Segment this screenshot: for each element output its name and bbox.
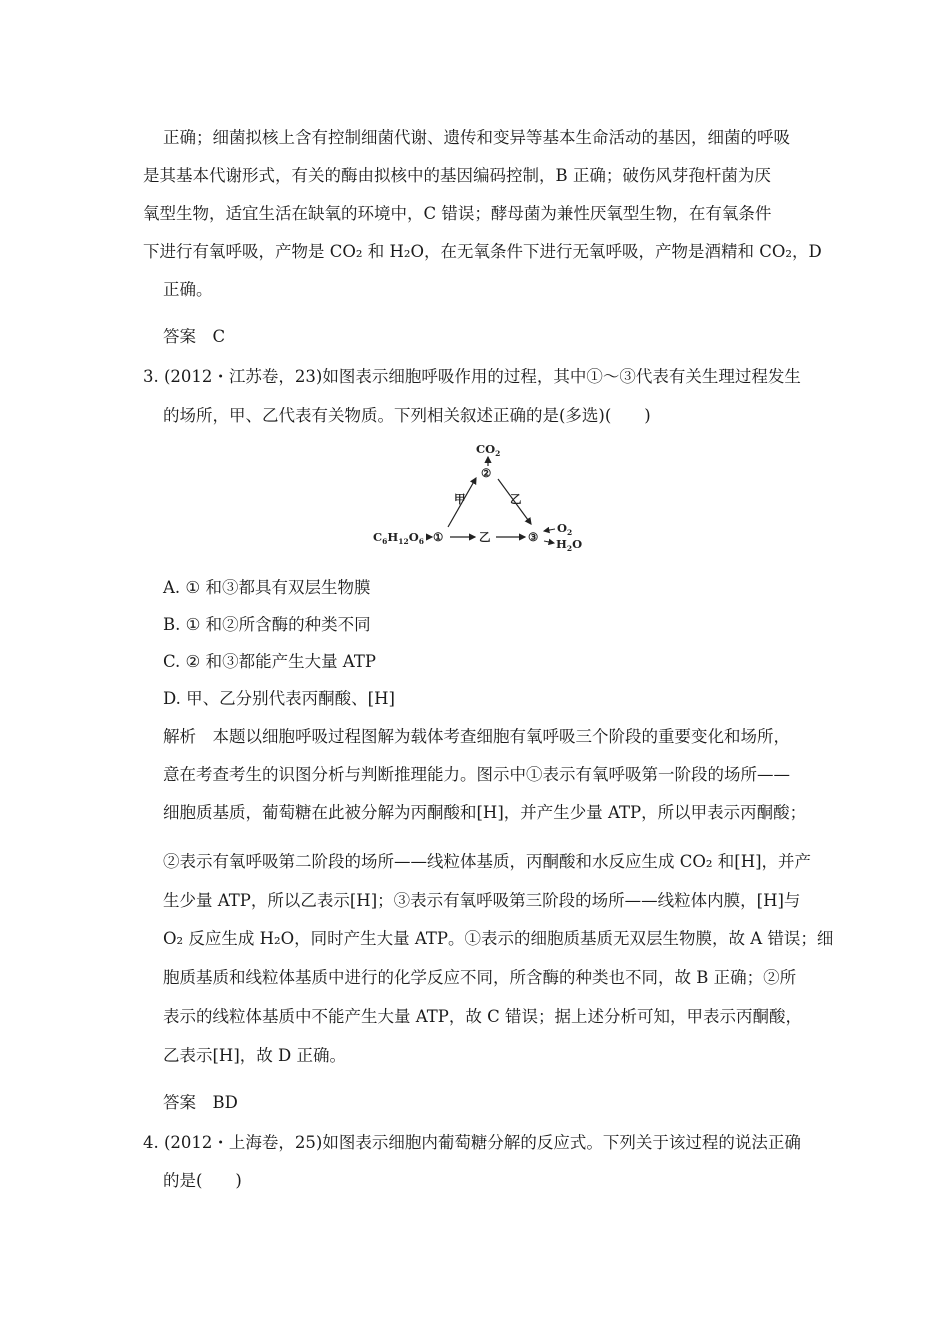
option-b: B. ① 和②所含酶的种类不同 xyxy=(163,615,371,634)
analysis-line: 细胞质基质，葡萄糖在此被分解为丙酮酸和[H]，并产生少量 ATP，所以甲表示丙酮酸； xyxy=(163,803,807,822)
glucose-label: $C_6H_{12}O_6$ xyxy=(373,530,424,546)
text-line: 正确；细菌拟核上含有控制细菌代谢、遗传和变异等基本生命活动的基因，细菌的呼吸 xyxy=(163,128,790,147)
jia-label: 甲 xyxy=(454,492,466,506)
o2-label: $O_2$ xyxy=(557,521,573,537)
arrow-o2-in xyxy=(544,529,555,531)
text-line: 下进行有氧呼吸，产物是 CO₂ 和 H₂O，在无氧条件下进行无氧呼吸，产物是酒精和 CO₂，D xyxy=(143,242,822,261)
analysis-line: 表示的线粒体基质中不能产生大量 ATP，故 C 错误；据上述分析可知，甲表示丙酮酸， xyxy=(163,1007,802,1026)
option-c: C. ② 和③都能产生大量 ATP xyxy=(163,652,376,671)
text-line: 是其基本代谢形式，有关的酶由拟核中的基因编码控制，B 正确；破伤风芽孢杆菌为厌 xyxy=(143,166,771,185)
arrow-h2o-out xyxy=(544,541,554,543)
text-line: 正确。 xyxy=(163,280,213,299)
h2o-label: $H_2O$ xyxy=(556,537,583,552)
respiration-diagram-svg xyxy=(372,440,584,552)
yi-label-bottom: 乙 xyxy=(479,530,491,544)
question-3-line: 3. (2012・江苏卷，23)如图表示细胞呼吸作用的过程，其中①～③代表有关生理过程发生 xyxy=(143,367,801,386)
co2-label: $CO_2$ xyxy=(476,442,501,458)
answer-line: 答案 BD xyxy=(163,1093,238,1112)
question-4-line: 4. (2012・上海卷，25)如图表示细胞内葡萄糖分解的反应式。下列关于该过程的说法正确 xyxy=(143,1133,801,1152)
node-3: ③ xyxy=(528,530,539,544)
text-line: 氧型生物，适宜生活在缺氧的环境中，C 错误；酵母菌为兼性厌氧型生物，在有氧条件 xyxy=(143,204,772,223)
option-a: A. ① 和③都具有双层生物膜 xyxy=(163,578,371,597)
node-1: ① xyxy=(433,530,444,544)
option-d: D. 甲、乙分别代表丙酮酸、[H] xyxy=(163,689,395,708)
yi-label-right: 乙 xyxy=(510,492,522,506)
analysis-line: 生少量 ATP，所以乙表示[H]；③表示有氧呼吸第三阶段的场所——线粒体内膜，[H]与 xyxy=(163,891,801,910)
analysis-line: ②表示有氧呼吸第二阶段的场所——线粒体基质，丙酮酸和水反应生成 CO₂ 和[H]，并产 xyxy=(163,852,812,871)
respiration-diagram xyxy=(372,440,584,552)
analysis-line: 胞质基质和线粒体基质中进行的化学反应不同，所含酶的种类也不同，故 B 正确；②所 xyxy=(163,968,797,987)
analysis-line: O₂ 反应生成 H₂O，同时产生大量 ATP。①表示的细胞质基质无双层生物膜，故 A 错误；细 xyxy=(163,929,834,948)
analysis-line: 乙表示[H]，故 D 正确。 xyxy=(163,1046,346,1065)
analysis-line: 意在考查考生的识图分析与判断推理能力。图示中①表示有氧呼吸第一阶段的场所—— xyxy=(163,765,790,784)
node-2: ② xyxy=(481,466,492,480)
answer-line: 答案 C xyxy=(163,327,226,346)
question-4-line: 的是( ) xyxy=(163,1171,242,1190)
analysis-line: 解析 本题以细胞呼吸过程图解为载体考查细胞有氧呼吸三个阶段的重要变化和场所， xyxy=(163,727,790,746)
question-3-line: 的场所，甲、乙代表有关物质。下列相关叙述正确的是(多选)( ) xyxy=(163,406,651,425)
